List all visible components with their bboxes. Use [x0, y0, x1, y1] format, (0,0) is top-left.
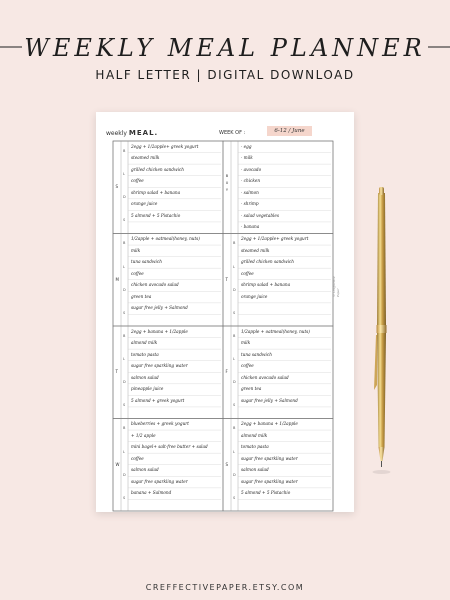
meal-letter: B — [233, 241, 236, 246]
meal-letter: S — [123, 310, 126, 315]
meal-entry: mini bagel+ salt-free butter + salad — [131, 444, 208, 450]
day-letter: W — [115, 461, 120, 467]
meal-entry: 1/2apple + oatmeal(honey, nuts) — [131, 236, 200, 241]
meal-letter: S — [233, 310, 236, 315]
buy-letter: Y — [225, 188, 229, 193]
week-of-value: 6-12 / June — [267, 126, 312, 136]
meal-letter: L — [123, 449, 125, 454]
shopping-list-item: · milk — [241, 155, 253, 161]
meal-entry: orange juice — [131, 201, 158, 207]
meal-letter: B — [123, 241, 126, 246]
meal-letter: L — [123, 357, 125, 362]
meal-letter: B — [123, 426, 126, 431]
meal-letter: B — [123, 148, 126, 153]
meal-entry: shrimp salad + banana — [131, 189, 181, 195]
meal-letter: D — [233, 287, 236, 292]
meal-letter: S — [123, 218, 126, 223]
meal-entry: 2egg + banana + 1/2apple — [241, 421, 298, 426]
page-title: WEEKLY MEAL PLANNER — [24, 34, 426, 62]
meal-letter: S — [123, 403, 126, 408]
meal-letter: S — [233, 403, 236, 408]
shopping-list-item: · chicken — [241, 178, 261, 184]
meal-entry: chicken avocado salad — [241, 374, 289, 380]
pen-image — [368, 185, 398, 475]
shopping-list-item: · shrimp — [241, 201, 259, 207]
day-letter: S — [115, 184, 119, 190]
day-letter: T — [115, 369, 118, 375]
page-subtitle: HALF LETTER | DIGITAL DOWNLOAD — [95, 68, 355, 82]
meal-entry: tuna sandwich — [241, 351, 272, 357]
meal-entry: milk — [131, 247, 141, 253]
shopping-list-item: · salad vegetables — [241, 212, 279, 218]
day-letter: M — [115, 276, 119, 282]
meal-entry: blueberries + greek yogurt — [131, 421, 189, 426]
meal-letter: S — [123, 495, 126, 500]
meal-letter: L — [233, 264, 235, 269]
meal-entry: grilled chicken sandwich — [241, 259, 294, 265]
shop-url: CREFFECTIVEPAPER.ETSY.COM — [145, 583, 305, 592]
day-letter: S — [225, 461, 229, 467]
meal-entry: coffee — [241, 270, 254, 276]
meal-entry: 2egg + banana + 1/2apple — [131, 328, 188, 334]
meal-entry: shrimp salad + banana — [241, 282, 291, 288]
meal-entry: steamed milk — [241, 247, 270, 253]
meal-entry: chicken avocado salad — [131, 282, 179, 288]
meal-letter: D — [123, 380, 126, 385]
shopping-list-item: · salmon — [241, 189, 259, 195]
meal-entry: almond milk — [131, 340, 158, 346]
meal-letter: D — [123, 287, 126, 292]
meal-letter: S — [233, 495, 236, 500]
shopping-list-item: · banana — [241, 224, 260, 230]
meal-letter: D — [123, 195, 126, 200]
meal-entry: salmon salad — [241, 467, 269, 473]
planner-grid-text — [96, 112, 354, 512]
meal-entry: green tea — [241, 386, 262, 392]
meal-entry: sugar free sparkling water — [131, 478, 188, 484]
shopping-list-item: · egg — [241, 143, 252, 149]
meal-entry: tuna sandwich — [131, 259, 162, 265]
meal-entry: 2egg + 1/2apple+ greek yogurt — [241, 236, 309, 241]
meal-letter: B — [123, 333, 126, 338]
meal-entry: coffee — [241, 363, 254, 369]
meal-entry: orange juice — [241, 293, 268, 299]
meal-entry: 1/2apple + oatmeal(honey, nuts) — [241, 328, 310, 334]
meal-entry: 5 almond + 5 Pistachio — [131, 212, 181, 218]
shopping-list-item: · avocado — [241, 166, 262, 172]
meal-entry: sugar free sparkling water — [131, 363, 188, 369]
meal-entry: tomato pasta — [241, 444, 269, 450]
credit-text: © Creffective Paper — [332, 276, 340, 297]
meal-letter: L — [123, 172, 125, 177]
planner-page — [96, 112, 354, 512]
meal-letter: L — [233, 357, 235, 362]
meal-entry: 2egg + 1/2apple+ greek yogurt — [131, 143, 199, 149]
meal-entry: + 1/2 apple — [131, 432, 156, 438]
buy-letter: U — [225, 181, 229, 186]
meal-label: MEAL. — [128, 129, 159, 137]
meal-entry: sugar free sparkling water — [241, 478, 298, 484]
meal-letter: B — [233, 426, 236, 431]
meal-letter: D — [123, 472, 126, 477]
meal-letter: D — [233, 472, 236, 477]
meal-letter: L — [233, 449, 235, 454]
meal-entry: sugar free sparkling water — [241, 455, 298, 461]
meal-entry: almond milk — [241, 432, 268, 438]
meal-entry: coffee — [131, 455, 144, 461]
meal-entry: coffee — [131, 270, 144, 276]
meal-entry: coffee — [131, 178, 144, 184]
day-letter: T — [225, 276, 228, 282]
buy-letter: B — [225, 174, 229, 179]
meal-entry: salmon salad — [131, 467, 159, 473]
day-letter: F — [225, 369, 228, 375]
weekly-label: weekly — [106, 130, 127, 137]
meal-letter: L — [123, 264, 125, 269]
meal-entry: steamed milk — [131, 155, 160, 161]
meal-entry: 5 almond + greek yogurt — [131, 397, 185, 403]
meal-letter: D — [233, 380, 236, 385]
meal-entry: grilled chicken sandwich — [131, 166, 184, 172]
meal-entry: 5 almond + 5 Pistachio — [241, 490, 291, 496]
meal-entry: sugar free jelly + Salmond — [131, 305, 188, 311]
meal-letter: B — [233, 333, 236, 338]
meal-entry: banana + Salmond — [131, 490, 172, 496]
meal-entry: tomato pasta — [131, 351, 159, 357]
week-of-label: WEEK OF : — [219, 130, 246, 136]
meal-entry: milk — [241, 340, 251, 346]
meal-entry: green tea — [131, 293, 152, 299]
meal-entry: pineapple juice — [131, 386, 164, 392]
meal-entry: sugar free jelly + Salmond — [241, 397, 298, 403]
meal-entry: salmon salad — [131, 374, 159, 380]
